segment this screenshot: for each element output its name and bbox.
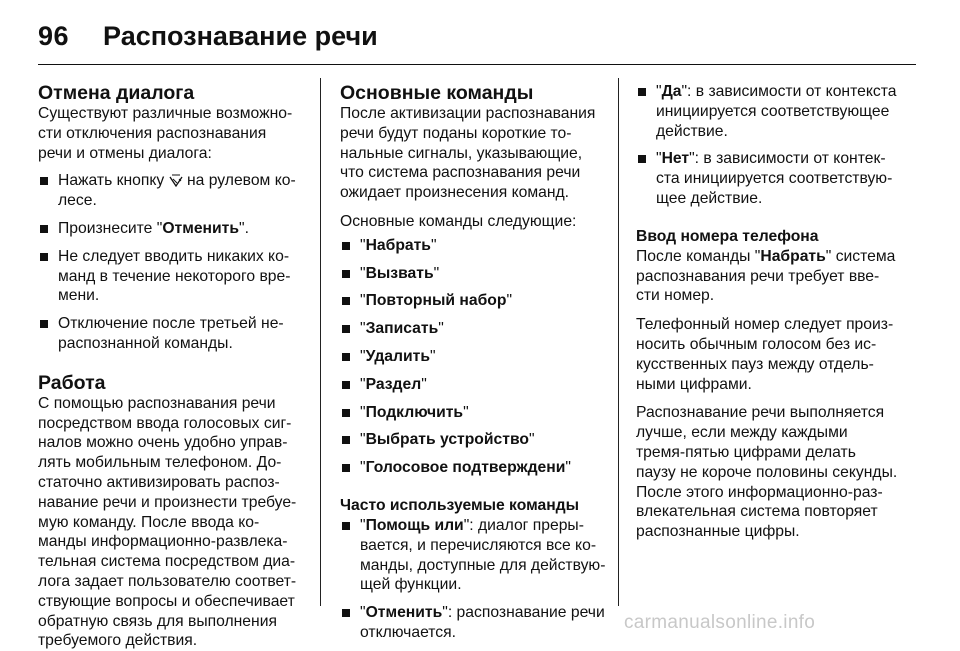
text-line: вается, и перечисляются все ко- <box>360 536 597 554</box>
text-fragment: ": в зависимости от контекста <box>681 83 897 100</box>
text-line: распознанной команды. <box>58 334 233 352</box>
command-item: "Отменить": распознавание речи отключается. <box>342 603 608 643</box>
command-label: Раздел <box>365 375 422 393</box>
command-label: Повторный набор <box>365 292 507 310</box>
text-fragment: ": в зависимости от контек- <box>689 150 886 168</box>
command-label: Голосовое подтверждени <box>365 459 566 477</box>
command-label: Да <box>661 83 682 100</box>
command-label: Вызвать <box>365 264 434 282</box>
text-fragment: После команды " <box>636 247 761 265</box>
command-item: "Набрать" <box>342 236 608 256</box>
basic-list-intro: Основные команды следующие: <box>340 212 577 230</box>
text-line: мени. <box>58 287 100 305</box>
text-line: статочно активизировать распоз- <box>38 473 280 491</box>
text-line: манды, доступные для действую- <box>360 556 606 574</box>
command-label: Записать <box>365 320 439 338</box>
command-label: Помощь или <box>365 516 464 534</box>
text-line: Не следует вводить никаких ко- <box>58 247 290 265</box>
text-line: Телефонный номер следует произ- <box>636 316 894 334</box>
text-line: ствующие вопросы и обеспечивает <box>38 592 295 610</box>
command-label: Удалить <box>365 347 430 365</box>
command-item: "Помощь или": диалог преры- вается, и перечисляются все ко- манды, доступные для действую- щей функции. <box>342 516 608 595</box>
text-line: обратную связь для выполнения <box>38 612 277 630</box>
text-line: распознанные цифры. <box>636 523 800 541</box>
text-line: отключается. <box>360 623 456 641</box>
page-number: 96 <box>38 20 70 51</box>
text-fragment: на рулевом ко- <box>182 172 296 190</box>
dial-paragraph-3 <box>636 403 908 542</box>
text-line: манд в течение некоторого вре- <box>58 267 291 285</box>
column-right <box>636 82 908 542</box>
column-divider-2 <box>618 78 619 606</box>
page-title: Распознавание речи <box>103 20 378 51</box>
text-line: навание речи и произнести требуе- <box>38 493 297 511</box>
list-item <box>40 219 308 239</box>
command-item: "Записать" <box>342 319 608 339</box>
text-line: лучше, если между каждыми <box>636 424 848 442</box>
dial-paragraph-1 <box>636 247 908 306</box>
text-line: После этого информационно-раз- <box>636 483 883 501</box>
text-line: тремя-пятью цифрами делать <box>636 443 856 461</box>
command-item: "Вызвать" <box>342 264 608 284</box>
cancel-intro <box>38 104 308 163</box>
text-line: мую команду. После ввода ко- <box>38 513 260 531</box>
command-item: "Выбрать устройство" <box>342 430 608 450</box>
section-title-basic-commands: Основные команды <box>340 82 534 104</box>
command-label: Набрать <box>760 247 826 265</box>
column-left <box>38 82 308 651</box>
work-paragraph <box>38 394 308 651</box>
list-item <box>40 314 308 354</box>
text-line: распознавания речи требует вве- <box>636 267 880 285</box>
basic-intro <box>340 104 608 203</box>
list-item <box>40 247 308 306</box>
text-line: щей функции. <box>360 576 462 594</box>
text-line: влекательная система повторяет <box>636 503 878 521</box>
text-line: паузу не короче половины секунды. <box>636 463 898 481</box>
section-title-work: Работа <box>38 371 106 394</box>
list-item <box>40 171 308 211</box>
text-fragment: " система <box>825 247 896 265</box>
text-line: Отключение после третьей не- <box>58 315 284 333</box>
text-line: ожидает произнесения команд. <box>340 184 570 202</box>
text-line: носить обычным голосом без ис- <box>636 335 877 353</box>
text-line: лесе. <box>58 192 97 210</box>
text-line: лога задает пользователю соответ- <box>38 572 297 590</box>
text-line: После активизации распознавания <box>340 105 596 122</box>
text-line: тельная система посредством диа- <box>38 553 296 571</box>
command-item: "Подключить" <box>342 403 608 423</box>
text-fragment: ": диалог преры- <box>463 516 584 534</box>
text-line: ными цифрами. <box>636 375 752 393</box>
section-title-cancel: Отмена диалога <box>38 82 195 104</box>
text-line: Существуют различные возможно- <box>38 105 293 122</box>
text-line: Распознавание речи выполняется <box>636 404 885 422</box>
text-line: посредством ввода голосовых сиг- <box>38 414 292 432</box>
page-header <box>38 14 918 58</box>
text-fragment: ". <box>239 219 249 237</box>
text-line: действие. <box>656 122 728 140</box>
command-label: Выбрать устройство <box>365 431 529 449</box>
command-label: Отменить <box>365 604 443 622</box>
text-line: щее действие. <box>656 189 763 207</box>
dial-paragraph-2 <box>636 315 908 394</box>
text-line: ста инициируется соответствую- <box>656 170 893 188</box>
text-line: нальные сигналы, указывающие, <box>340 144 583 162</box>
watermark: carmanualsonline.info <box>624 612 816 633</box>
text-fragment: ": распознавание речи <box>442 604 605 622</box>
header-divider <box>38 64 916 65</box>
text-line: что система распознавания речи <box>340 164 581 182</box>
text-fragment: Нажать кнопку <box>58 172 169 190</box>
command-label: Набрать <box>365 236 431 254</box>
text-line: речи и отмены диалога: <box>38 144 212 162</box>
command-label: Подключить <box>365 403 464 421</box>
command-label: Нет <box>661 150 690 168</box>
command-item: "Да": в зависимости от контекста инициируется соответствующее действие. <box>638 82 908 141</box>
command-label: Отменить <box>162 219 240 237</box>
text-line: инициируется соответствующее <box>656 102 890 120</box>
voice-control-icon <box>169 173 183 187</box>
text-line: манды информационно-развлека- <box>38 533 288 551</box>
text-line: речи будут поданы короткие то- <box>340 124 572 142</box>
column-divider-1 <box>320 78 321 606</box>
command-item: "Удалить" <box>342 347 608 367</box>
text-line: С помощью распознавания речи <box>38 394 276 412</box>
section-title-frequent-commands: Часто используемые команды <box>340 496 580 514</box>
text-line: кусственных пауз между отдель- <box>636 355 874 373</box>
text-fragment: Произнесите " <box>58 219 163 237</box>
command-item: "Повторный набор" <box>342 291 608 311</box>
text-line: требуемого действия. <box>38 632 198 650</box>
command-item: "Раздел" <box>342 375 608 395</box>
text-line: сти отключения распознавания <box>38 124 267 142</box>
column-middle <box>340 82 608 643</box>
text-line: сти номер. <box>636 287 715 305</box>
section-title-dial-number: Ввод номера телефона <box>636 227 819 245</box>
command-item: "Голосовое подтверждени" <box>342 458 608 478</box>
text-line: лять мобильным телефоном. До- <box>38 454 282 472</box>
text-line: налов можно очень удобно управ- <box>38 434 288 452</box>
command-item: "Нет": в зависимости от контек- ста инициируется соответствую- щее действие. <box>638 149 908 208</box>
